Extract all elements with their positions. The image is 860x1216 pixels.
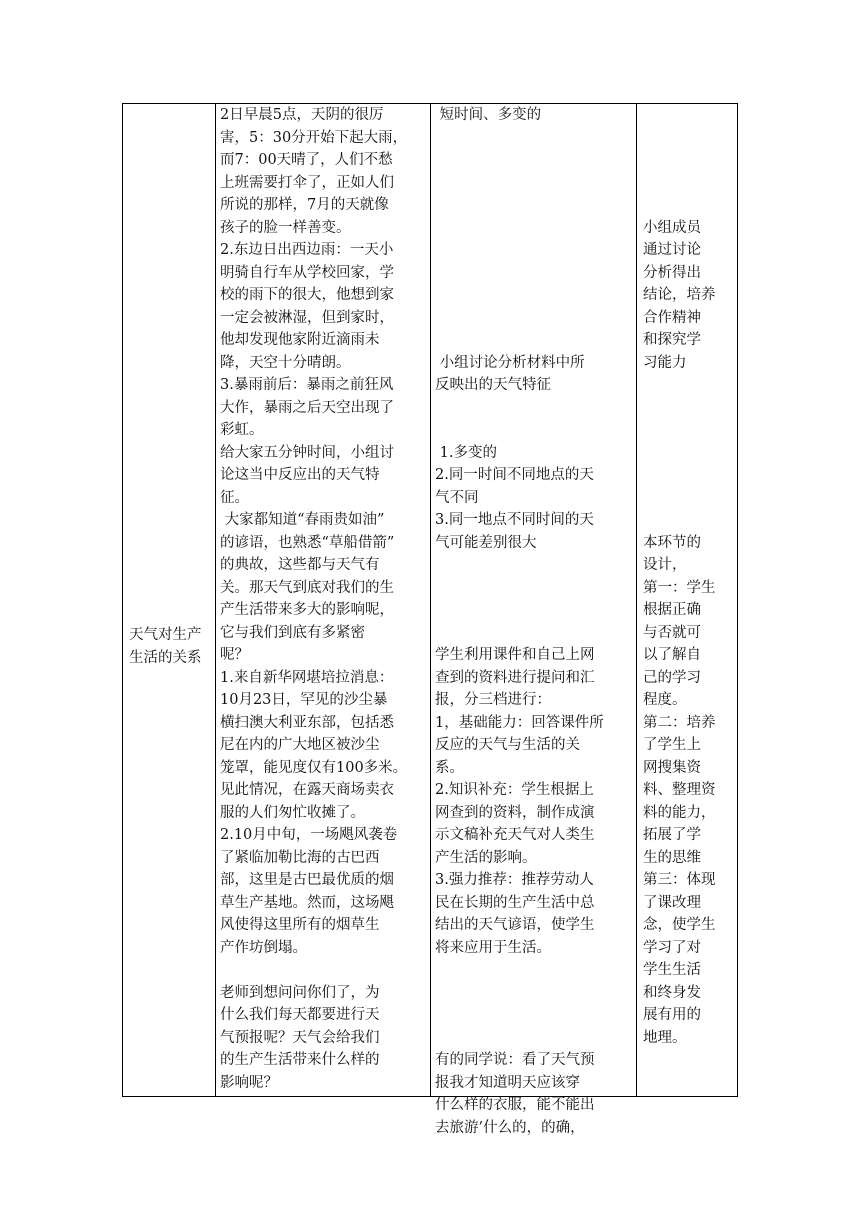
- design-text-line: [643, 464, 732, 487]
- student-text-line: 报我才知道明天应该穿: [435, 1074, 580, 1091]
- design-text-line: 学生生活: [643, 962, 701, 978]
- student-text-line: 3.强力推荐：推荐劳动人: [435, 872, 594, 888]
- student-text-line: 去旅游’什么的，的确，: [435, 1119, 585, 1136]
- design-text-line: 地理。: [643, 1029, 687, 1046]
- student-text-line: 3.同一地点不同时间的天: [435, 512, 594, 528]
- teacher-text-line: 产作坊倒塌。: [220, 939, 307, 956]
- design-text-line: 生的思维: [643, 849, 701, 866]
- design-text-line: 程度。: [643, 692, 687, 708]
- student-text-line: 系。: [435, 759, 464, 776]
- teacher-text-line: 所说的那样，7月的天就像: [220, 197, 389, 213]
- design-text-line: [643, 442, 732, 465]
- design-text-line: 展有用的: [643, 1007, 701, 1023]
- teacher-text-line: 尼在内的广大地区被沙尘: [220, 737, 380, 753]
- design-text-line: 以了解自: [643, 647, 701, 663]
- student-text-line: [435, 149, 632, 172]
- teacher-text-line: 的谚语，也熟悉“草船借箭”: [220, 534, 395, 551]
- teacher-text-line: 大作，暴雨之后天空出现了: [220, 399, 394, 416]
- student-text-line: 查到的资料进行提问和汇: [435, 669, 595, 686]
- teacher-text-line: 气预报呢？天气会给我们: [220, 1029, 380, 1046]
- teacher-text-line: 给大家五分钟时间，小组讨: [220, 444, 394, 461]
- student-text-line: [435, 329, 632, 352]
- student-text-line: 示文稿补充天气对人类生: [435, 827, 595, 843]
- teacher-text-line: 风使得这里所有的烟草生: [220, 917, 380, 933]
- design-text-line: 习能力: [643, 354, 687, 371]
- student-text-line: [435, 284, 632, 307]
- student-text-line: 气可能差别很大: [435, 534, 537, 551]
- topic-title: 天气对生产生活的关系: [129, 627, 202, 666]
- student-text-line: [435, 599, 632, 622]
- teacher-text-line: 征。: [220, 489, 249, 506]
- teacher-text-line: 他却发现他家附近滴雨未: [220, 332, 380, 348]
- student-text-line: 报，分三档进行：: [435, 692, 551, 708]
- student-text-line: [435, 1004, 632, 1027]
- student-text-line: [435, 397, 632, 420]
- design-text-line: 和探究学: [643, 332, 701, 348]
- teacher-text-line: 2.东边日出西边雨：一天小: [220, 242, 394, 258]
- design-text-line: 学习了对: [643, 939, 701, 956]
- design-text-line: 料的能力，: [643, 804, 716, 821]
- student-text-line: [435, 127, 632, 150]
- design-text-line: 第一：学生: [643, 579, 716, 596]
- design-text-line: 了课改理: [643, 894, 701, 911]
- student-text-line: [435, 577, 632, 600]
- teacher-text-line: 了紧临加勒比海的古巴西: [220, 849, 380, 866]
- design-text-line: 拓展了学: [643, 827, 701, 843]
- lesson-plan-table: [122, 103, 738, 1136]
- student-text-line: [435, 554, 632, 577]
- student-text-line: 产生活的影响。: [435, 849, 537, 866]
- student-text-line: 什么样的衣服，能不能出: [435, 1097, 595, 1113]
- design-text-line: 与否就可: [643, 624, 701, 641]
- design-text-line: [643, 419, 732, 442]
- design-text-line: 第三：体现: [643, 872, 716, 888]
- student-text-line: 2.知识补充：学生根据上: [435, 782, 594, 798]
- student-text-line: 短时间、多变的: [435, 107, 542, 123]
- student-text-line: [435, 217, 632, 240]
- student-text-line: [435, 262, 632, 285]
- teacher-text-line: 孩子的脸一样善变。: [220, 219, 351, 236]
- teacher-text-line: 它与我们到底有多紧密: [220, 624, 365, 641]
- student-text-line: 1.多变的: [435, 444, 497, 461]
- student-text-line: 2.同一时间不同地点的天: [435, 467, 594, 483]
- teacher-text-line: 而7：00天晴了，人们不愁: [220, 152, 393, 168]
- teacher-text-line: 3.暴雨前后：暴雨之前狂风: [220, 377, 394, 393]
- design-text-line: 和终身发: [643, 984, 701, 1001]
- teacher-text-line: 的生产生活带来什么样的: [220, 1052, 380, 1068]
- student-text-line: 小组讨论分析材料中所: [435, 354, 585, 371]
- student-text-line: [435, 239, 632, 262]
- student-activity-column: [431, 104, 636, 1136]
- student-text-line: 反应的天气与生活的关: [435, 737, 580, 753]
- teacher-text-line: 见此情况，在露天商场卖衣: [220, 782, 394, 798]
- design-text-line: 网搜集资: [643, 759, 701, 776]
- student-text-line: 将来应用于生活。: [435, 939, 551, 956]
- teacher-text-line: 什么我们每天都要进行天: [220, 1007, 380, 1023]
- student-text-line: [435, 959, 632, 982]
- design-text-line: 念，使学生: [643, 917, 716, 933]
- teacher-text-line: 笼罩，能见度仅有100多米。: [220, 759, 408, 776]
- teacher-text-line: 2.10月中旬，一场飓风袭卷: [220, 827, 398, 843]
- student-text-line: 结出的天气谚语，使学生: [435, 917, 595, 933]
- student-text-line: 学生利用课件和自己上网: [435, 647, 595, 663]
- design-text-line: 根据正确: [643, 602, 701, 618]
- teacher-text-line: 大家都知道“春雨贵如油”: [220, 512, 385, 528]
- design-text-line: [643, 509, 732, 532]
- teacher-text-line: 服的人们匆忙收摊了。: [220, 804, 365, 821]
- design-text-line: 小组成员: [643, 219, 701, 236]
- teacher-text-line: [220, 959, 426, 982]
- student-text-line: 网查到的资料，制作成演: [435, 804, 595, 821]
- teacher-text-line: 产生活带来多大的影响呢，: [220, 602, 394, 618]
- teacher-text-line: 校的雨下的很大，他想到家: [220, 287, 394, 303]
- design-text-line: [643, 397, 732, 420]
- design-text-line: 通过讨论: [643, 242, 701, 258]
- student-text-line: [435, 622, 632, 645]
- teacher-text-line: 1.来自新华网堪培拉消息：: [220, 669, 394, 686]
- teacher-text-line: 的典故，这些都与天气有: [220, 557, 380, 573]
- teacher-text-line: 论这当中反应出的天气特: [220, 467, 380, 483]
- design-text-line: [643, 487, 732, 510]
- teacher-text-line: 彩虹。: [220, 422, 264, 438]
- design-text-line: 了学生上: [643, 737, 701, 753]
- design-text-line: [643, 104, 732, 127]
- design-text-line: 料、整理资: [643, 782, 716, 798]
- teacher-text-line: 影响呢？: [220, 1074, 278, 1091]
- student-text-line: 气不同: [435, 489, 479, 506]
- student-text-line: 民在长期的生产生活中总: [435, 894, 595, 911]
- design-text-line: [643, 172, 732, 195]
- teacher-text-line: 横扫澳大利亚东部，包括悉: [220, 714, 394, 731]
- teacher-text-line: 10月23日，罕见的沙尘暴: [220, 692, 388, 708]
- teacher-text-line: 2日早晨5点，天阴的很厉: [220, 107, 384, 123]
- design-text-line: 己的学习: [643, 669, 701, 686]
- teacher-text-line: 草生产基地。然而，这场飓: [220, 894, 394, 911]
- teacher-text-line: 一定会被淋湿，但到家时，: [220, 309, 394, 326]
- design-text-line: 本环节的: [643, 534, 701, 551]
- teacher-text-line: 降，天空十分晴朗。: [220, 354, 351, 371]
- teacher-text-line: 部，这里是古巴最优质的烟: [220, 872, 394, 888]
- teacher-text-line: 老师到想问问你们了，为: [220, 984, 380, 1001]
- design-text-line: [643, 194, 732, 217]
- student-text-line: [435, 419, 632, 442]
- student-text-line: 反映出的天气特征: [435, 377, 551, 393]
- student-text-line: 1，基础能力：回答课件所: [435, 714, 604, 731]
- design-text-line: 合作精神: [643, 309, 701, 326]
- design-text-line: 结论，培养: [643, 287, 716, 303]
- student-text-line: 有的同学说：看了天气预: [435, 1052, 595, 1068]
- teacher-text-line: 害，5：30分开始下起大雨，: [220, 129, 408, 146]
- design-text-line: 设计，: [643, 557, 687, 573]
- student-text-line: [435, 1027, 632, 1050]
- design-text-line: 分析得出: [643, 264, 701, 281]
- teacher-activity-column: [216, 104, 430, 1096]
- design-intent-column: [637, 104, 738, 1096]
- topic-column: [123, 104, 215, 1096]
- design-text-line: [643, 127, 732, 150]
- teacher-text-line: 关。那天气到底对我们的生: [220, 579, 394, 596]
- design-text-line: [643, 374, 732, 397]
- student-text-line: [435, 172, 632, 195]
- student-text-line: [435, 982, 632, 1005]
- design-text-line: [643, 149, 732, 172]
- teacher-text-line: 明骑自行车从学校回家，学: [220, 264, 394, 281]
- teacher-text-line: 上班需要打伞了，正如人们: [220, 174, 394, 191]
- teacher-text-line: 呢？: [220, 647, 249, 663]
- student-text-line: [435, 194, 632, 217]
- design-text-line: 第二：培养: [643, 714, 716, 731]
- student-text-line: [435, 307, 632, 330]
